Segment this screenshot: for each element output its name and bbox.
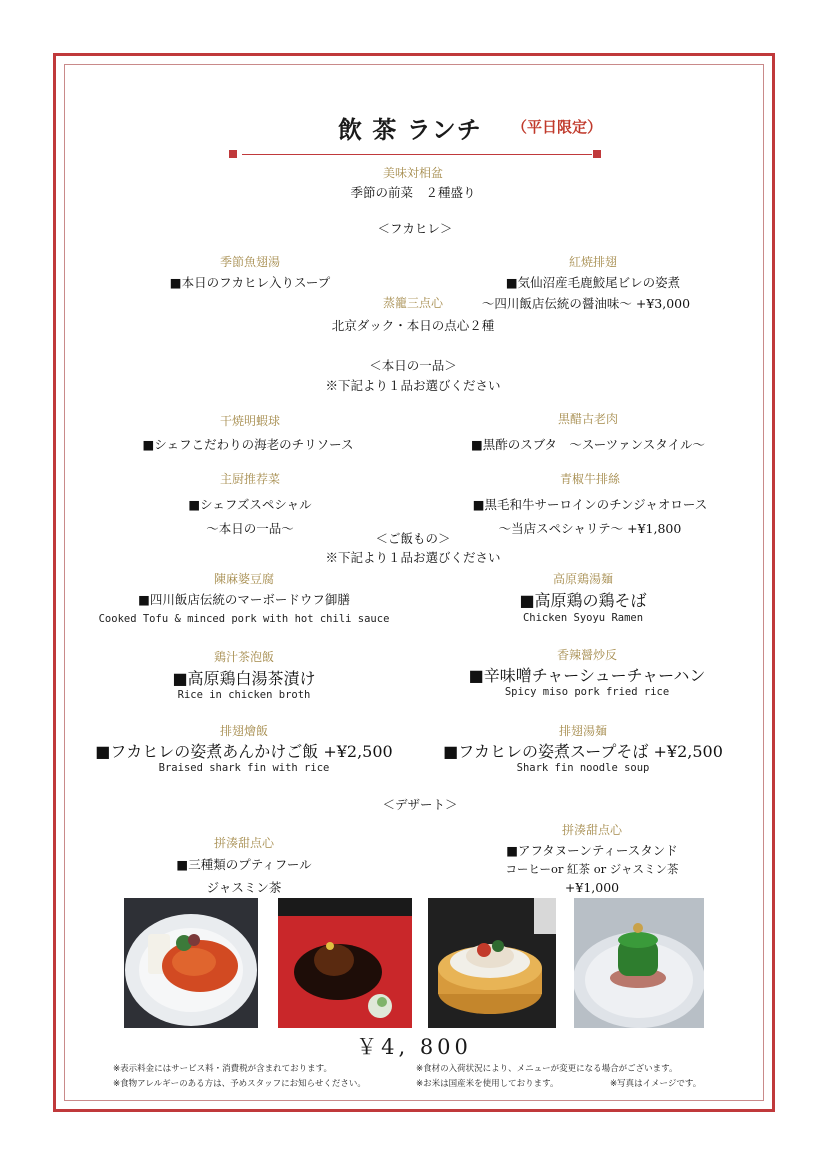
rice-a-cn: 陳麻婆豆腐 — [213, 572, 275, 586]
dimsum-jp: 北京ダック・本日の点心２種 — [331, 318, 495, 333]
rice-b-cn: 高原鶏湯麺 — [552, 572, 614, 586]
today-c-sub: ～本日の一品～ — [206, 521, 294, 536]
dessert-a-jp: ■三種類のプティフール — [176, 857, 312, 872]
today-c-jp: ■シェフズスペシャル — [188, 497, 312, 512]
rice-b-jp: ■高原鶏の鶏そば — [519, 591, 647, 610]
rice-b-en: Chicken Syoyu Ramen — [522, 612, 644, 624]
photo-beef-tartare — [574, 898, 704, 1028]
menu-title: 飲 茶 ランチ — [338, 115, 482, 144]
fukahire-braised-sub: ～四川飯店伝統の醤油味～ +¥3,000 — [481, 296, 691, 311]
today-b-cn: 黒醋古老肉 — [557, 412, 619, 426]
rice-c-jp: ■高原鶏白湯茶漬け — [172, 669, 316, 688]
dessert-a-sub: ジャスミン茶 — [206, 880, 282, 895]
rice-note: ※下記より１品お選びください — [325, 550, 501, 565]
rice-a-jp: ■四川飯店伝統のマーボードウフ御膳 — [138, 592, 350, 607]
rice-f-en: Shark fin noodle soup — [516, 762, 650, 774]
fukahire-soup-jp: ■本日のフカヒレ入りスープ — [169, 275, 331, 290]
today-b-jp: ■黒酢のスブタ ～スーツァンスタイル～ — [470, 437, 706, 452]
today-c-cn: 主厨推荐菜 — [219, 472, 281, 486]
photo-steamer-dimsum — [428, 898, 556, 1028]
note-photo-image: ※写真はイメージです。 — [610, 1079, 702, 1089]
rice-e-jp: ■フカヒレの姿煮あんかけご飯 +¥2,500 — [95, 742, 393, 761]
today-note: ※下記より１品お選びください — [325, 378, 501, 393]
note-domestic-rice: ※お米は国産米を使用しております。 — [416, 1079, 559, 1089]
weekday-only-label: （平日限定） — [512, 118, 603, 136]
today-d-jp: ■黒毛和牛サーロインのチンジャオロース — [472, 497, 708, 512]
dessert-a-cn: 拼湊甜点心 — [213, 836, 275, 850]
dessert-b-price: +¥1,000 — [564, 880, 620, 895]
rice-e-cn: 排翅燴飯 — [219, 724, 269, 738]
rice-d-jp: ■辛味噌チャーシューチャーハン — [468, 666, 706, 685]
rice-d-en: Spicy miso pork fried rice — [504, 686, 670, 698]
fukahire-braised-cn: 紅焼排翅 — [568, 255, 618, 269]
divider-square-left — [229, 150, 237, 158]
note-ingredients: ※食材の入荷状況により、メニューが変更になる場合がございます。 — [416, 1064, 678, 1074]
rice-c-en: Rice in chicken broth — [177, 689, 311, 701]
photo-sweet-sour-pork — [278, 898, 412, 1028]
dessert-b-cn: 拼湊甜点心 — [561, 823, 623, 837]
set-price: ￥4, 800 — [356, 1035, 472, 1059]
dessert-b-jp: ■アフタヌーンティースタンド — [506, 843, 678, 858]
rice-f-jp: ■フカヒレの姿煮スープそば +¥2,500 — [443, 742, 723, 761]
today-d-sub: ～当店スペシャリテ～ +¥1,800 — [498, 521, 682, 536]
dimsum-cn: 蒸籠三点心 — [382, 296, 444, 310]
rice-f-cn: 排翅湯麺 — [558, 724, 608, 738]
rice-d-cn: 香辣醤炒反 — [556, 648, 618, 662]
note-allergy: ※食物アレルギーのある方は、予めスタッフにお知らせください。 — [113, 1079, 366, 1089]
today-d-cn: 青椒牛排絲 — [559, 472, 621, 486]
rice-c-cn: 鶏汁茶泡飯 — [213, 650, 275, 664]
dessert-b-sub: コーヒーor 紅茶 or ジャスミン茶 — [505, 862, 679, 876]
fukahire-braised-jp: ■気仙沼産毛鹿鮫尾ビレの姿煮 — [505, 275, 681, 290]
photo-mapo-tofu — [124, 898, 258, 1028]
title-divider — [242, 154, 592, 155]
rice-a-en: Cooked Tofu & minced pork with hot chili sauce — [98, 613, 390, 625]
note-service-charge: ※表示料金にはサービス料・消費税が含まれております。 — [113, 1064, 332, 1074]
today-a-cn: 干焼明蝦球 — [219, 414, 281, 428]
section-dessert: ＜デザート＞ — [382, 797, 458, 812]
fukahire-soup-cn: 季節魚翅湯 — [219, 255, 281, 269]
starter-jp: 季節の前菜 ２種盛り — [350, 185, 476, 200]
section-rice: ＜ご飯もの＞ — [375, 531, 451, 546]
starter-cn: 美味対相盆 — [382, 166, 444, 180]
rice-e-en: Braised shark fin with rice — [158, 762, 330, 774]
divider-square-right — [593, 150, 601, 158]
section-today: ＜本日の一品＞ — [369, 358, 457, 373]
section-fukahire: ＜フカヒレ＞ — [377, 221, 453, 236]
today-a-jp: ■シェフこだわりの海老のチリソース — [142, 437, 354, 452]
